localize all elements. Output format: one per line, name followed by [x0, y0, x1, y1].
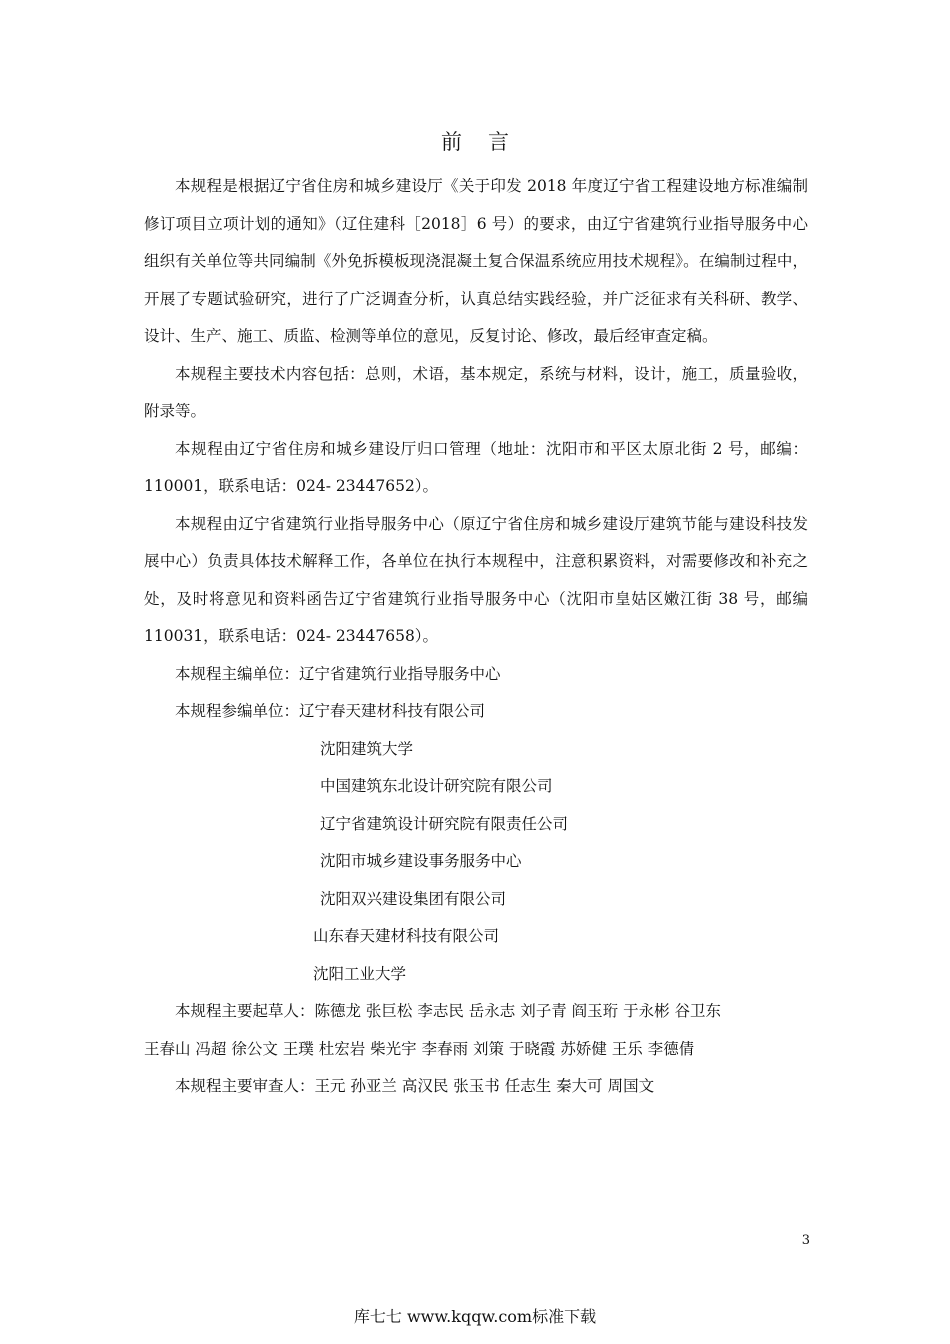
page-title: 前言: [441, 130, 535, 154]
footer-watermark: 库七七 www.kqqw.com标准下载: [353, 1307, 597, 1326]
participant-item: 中国建筑东北设计研究院有限公司: [320, 777, 553, 795]
drafters-line-continued: 王春山 冯超 徐公文 王璞 杜宏岩 柴光宇 李春雨 刘策 于晓霞 苏娇健 王乐 李德倩: [144, 1039, 695, 1058]
participant-item: 沈阳工业大学: [313, 964, 407, 983]
paragraph-background: 本规程是根据辽宁省住房和城乡建设厅《关于印发 2018 年度辽宁省工程建设地方标准编制修订项目立项计划的通知》（辽住建科［2018］6 号）的要求，由辽宁省建筑行业指导服务中心组织有关单位等共同编制《外免拆模板现浇混凝土复合保温系统应用技术规程》。在编制过程中，开展了专题试验研究，进行了广泛调查分析，认真总结实践经验，并广泛征求有关科研、教学、设计、生产、施工、质监、检测等单位的意见，反复讨论、修改，最后经审查定稿。: [144, 177, 808, 345]
paragraph-management: 本规程由辽宁省住房和城乡建设厅归口管理（地址：沈阳市和平区太原北街 2 号，邮编：110001，联系电话：024- 23447652）。: [144, 439, 808, 495]
reviewers-line: 本规程主要审查人：王元 孙亚兰 高汉民 张玉书 任志生 秦大可 周国文: [175, 1077, 655, 1095]
participant-line: 本规程参编单位：辽宁春天建材科技有限公司: [175, 702, 486, 720]
paragraph-interpretation: 本规程由辽宁省建筑行业指导服务中心（原辽宁省住房和城乡建设厅建筑节能与建设科技发展中心）负责具体技术解释工作，各单位在执行本规程中，注意积累资料，对需要修改和补充之处，及时将意见和资料函告辽宁省建筑行业指导服务中心（沈阳市皇姑区嫩江街 38 号，邮编 110031，联系电话：024- 23447658）。: [144, 514, 808, 645]
participant-item: 沈阳市城乡建设事务服务中心: [320, 852, 522, 870]
page-number: 3: [801, 1233, 810, 1248]
participant-item: 辽宁省建筑设计研究院有限责任公司: [320, 814, 569, 833]
participant-item: 沈阳建筑大学: [320, 739, 414, 758]
chief-editor-line: 本规程主编单位：辽宁省建筑行业指导服务中心: [175, 664, 501, 683]
participant-item: 沈阳双兴建设集团有限公司: [320, 889, 507, 908]
document-body: [144, 168, 808, 1106]
participant-item: 山东春天建材科技有限公司: [313, 927, 500, 945]
drafters-line: 本规程主要起草人：陈德龙 张巨松 李志民 岳永志 刘子青 阎玉珩 于永彬 谷卫东: [175, 1002, 721, 1020]
paragraph-contents: 本规程主要技术内容包括：总则，术语，基本规定，系统与材料，设计，施工，质量验收，附录等。: [144, 364, 808, 420]
